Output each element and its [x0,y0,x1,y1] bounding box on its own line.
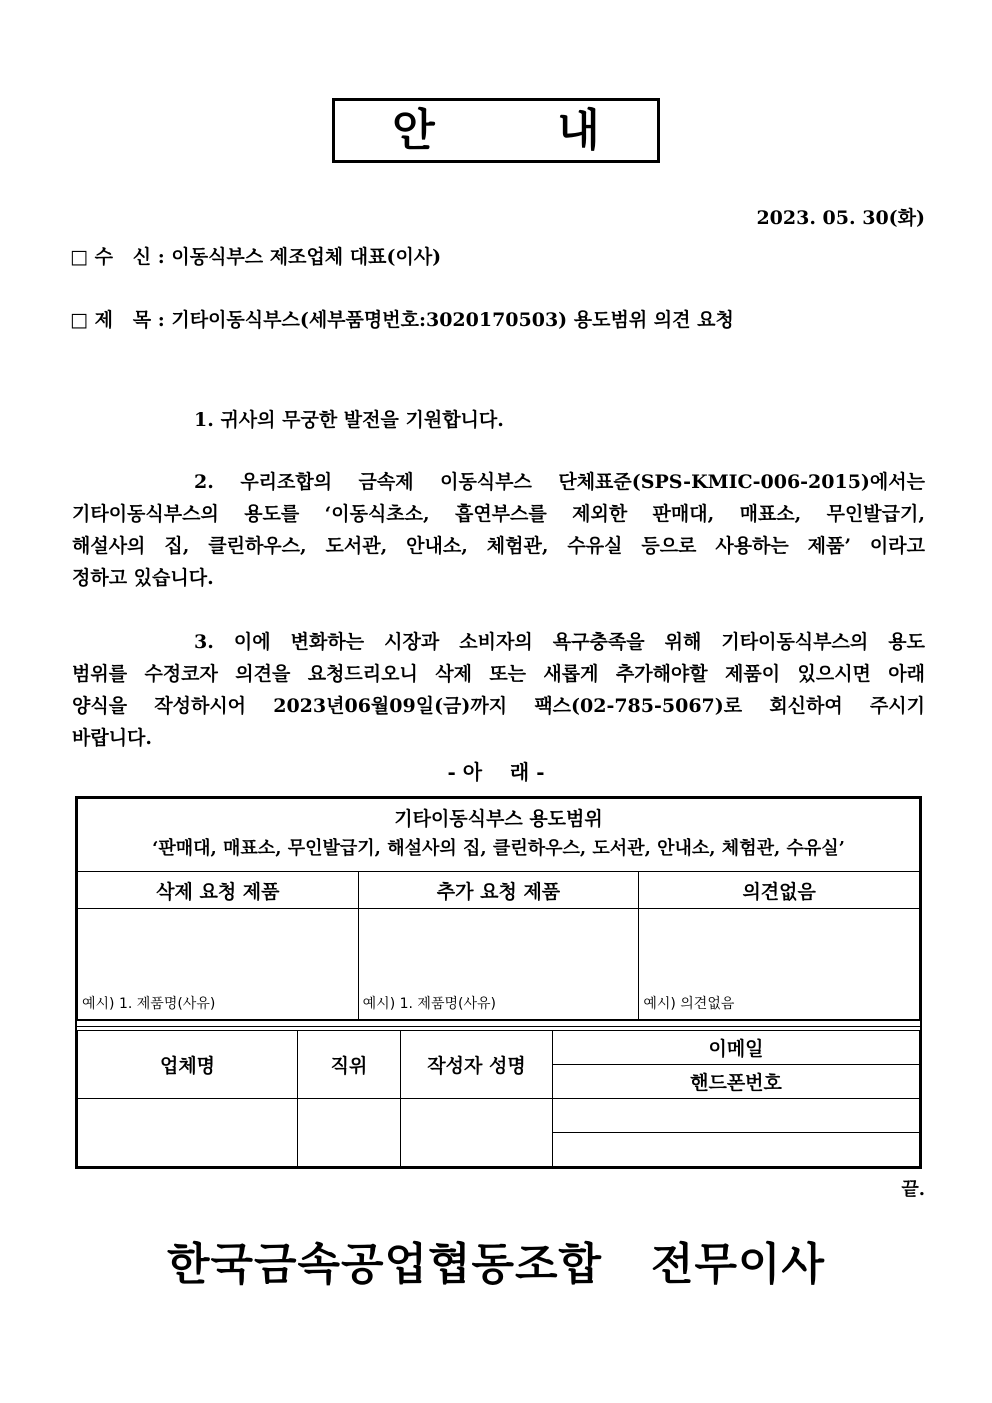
body-line: 범위를 수정코자 의견을 요청드리오니 삭제 또는 새롭게 추가해야할 제품이 있으시면 아래 [72,663,925,685]
paragraph-greeting [72,404,925,436]
usage-column-delete-request: 삭제 요청 제품 [78,872,359,909]
usage-table-title-cell [78,799,920,872]
recipient-line: □ 수 신 : 이동식부스 제조업체 대표(이사) [70,246,442,268]
usage-column-add-request: 추가 요청 제품 [358,872,639,909]
body-line: 2. 우리조합의 금속제 이동식부스 단체표준(SPS-KMIC-006-2015)에서는 [194,471,925,493]
usage-column-no-opinion: 의견없음 [639,872,920,909]
subject-line: □ 제 목 : 기타이동식부스(세부품명번호:3020170503) 용도범위 의견 요청 [70,309,734,331]
usage-table-title: 기타이동식부스 용도범위 [394,808,603,830]
paragraph-opinion-request [72,626,925,754]
input-cell-company [78,1099,298,1167]
input-cell-phone [553,1133,920,1167]
input-cell-author-name [401,1099,553,1167]
input-cell-email [553,1099,920,1133]
body-line: 정하고 있습니다. [72,567,214,589]
usage-range-table [77,798,920,1020]
response-form [75,796,922,1169]
example-cell-delete: 예시) 1. 제품명(사유) [78,909,359,1020]
paragraph-standard-definition [72,466,925,594]
body-line: 1. 귀사의 무궁한 발전을 기원합니다. [194,409,504,431]
body-line: 기타이동식부스의 용도를 ‘이동식초소, 흡연부스를 제외한 판매대, 매표소, 무인발급기, [72,503,925,525]
example-cell-no-opinion: 예시) 의견없음 [639,909,920,1020]
contact-info-table [77,1030,920,1167]
usage-table-subtitle: ‘판매대, 매표소, 무인발급기, 해설사의 집, 클린하우스, 도서관, 안내소, 체험관, 수유실’ [152,838,845,859]
end-mark: 끝. [901,1179,925,1200]
contact-header-position: 직위 [298,1031,401,1099]
contact-header-company: 업체명 [78,1031,298,1099]
example-cell-add: 예시) 1. 제품명(사유) [358,909,639,1020]
document-date: 2023. 05. 30(화) [756,207,925,229]
body-line: 해설사의 집, 클린하우스, 도서관, 안내소, 체험관, 수유실 등으로 사용하는 제품’ 이라고 [72,535,925,557]
body-line: 3. 이에 변화하는 시장과 소비자의 욕구충족을 위해 기타이동식부스의 용도 [194,631,925,653]
notice-title: 안 내 [392,104,600,156]
body-line: 바랍니다. [72,727,153,749]
input-cell-position [298,1099,401,1167]
below-divider-label: - 아 래 - [447,760,545,784]
contact-header-author-name: 작성자 성명 [401,1031,553,1099]
contact-header-email: 이메일 [553,1031,920,1065]
notice-title-box [332,98,660,163]
contact-header-phone: 핸드폰번호 [553,1065,920,1099]
body-line: 양식을 작성하시어 2023년06월09일(금)까지 팩스(02-785-5067)로 회신하여 주시기 [72,695,925,717]
signature: 한국금속공업협동조합 전무이사 [166,1239,825,1290]
